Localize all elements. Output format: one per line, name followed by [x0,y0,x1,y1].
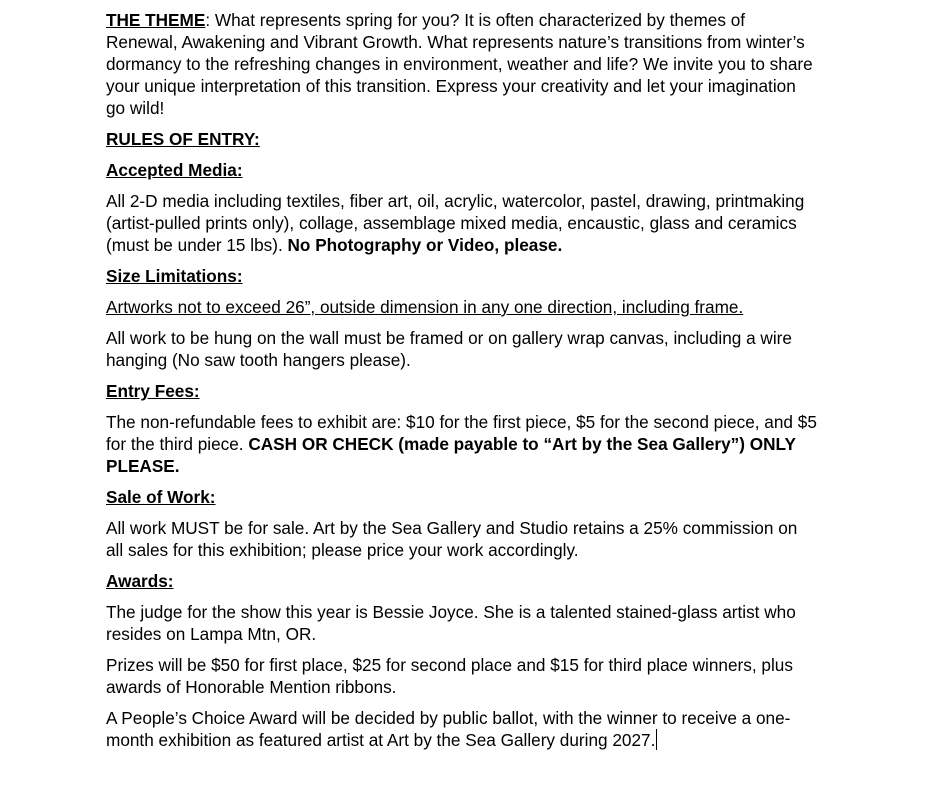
size-limitations-heading: Size Limitations: [106,266,243,286]
theme-heading: THE THEME [106,10,206,30]
theme-text: : What represents spring for you? It is often characterized by themes of Renewal, Awakening and Vibrant Growth. What represents nature’s transitions from winter’s dormancy to the refreshing changes in environment, weather and life? We invite you to share your unique interpretation of this transition. Express your creativity and let your imagination go wild! [106,10,813,118]
peoples-choice-text: A People’s Choice Award will be decided by public ballot, with the winner to receive a one-month exhibition as featured artist at Art by the Sea Gallery during 2027. [106,708,791,750]
accepted-media-emphasis: No Photography or Video, please. [287,235,563,255]
entry-fees-paragraph [106,411,818,477]
sale-of-work-text: All work MUST be for sale. Art by the Sea Gallery and Studio retains a 25% commission on all sales for this exhibition; please price your work accordingly. [106,518,798,560]
hanging-text: All work to be hung on the wall must be framed or on gallery wrap canvas, including a wire hanging (No saw tooth hangers please). [106,328,792,370]
text-cursor [656,729,657,750]
accepted-media-heading: Accepted Media: [106,160,243,180]
entry-fees-text: The non-refundable fees to exhibit are: $10 for the first piece, $5 for the second piece, and $5 for the third piece. [106,412,817,454]
size-limit-text: Artworks not to exceed 26”, outside dimension in any one direction, including frame. [106,297,744,317]
judge-text: The judge for the show this year is Bessie Joyce. She is a talented stained-glass artist who resides on Lampa Mtn, OR. [106,602,796,644]
entry-fees-emphasis: CASH OR CHECK (made payable to “Art by the Sea Gallery”) ONLY PLEASE. [106,434,796,476]
rules-of-entry-heading: RULES OF ENTRY: [106,129,260,149]
awards-heading: Awards: [106,571,174,591]
accepted-media-text: All 2-D media including textiles, fiber art, oil, acrylic, watercolor, pastel, drawing, printmaking (artist-pulled prints only), collage, assemblage mixed media, encaustic, glass and ceramics (must be under 15 lbs). [106,191,805,255]
peoples-choice-paragraph [106,707,818,751]
sale-of-work-heading: Sale of Work: [106,487,216,507]
entry-fees-heading: Entry Fees: [106,381,200,401]
document-page[interactable] [106,9,818,760]
prizes-text: Prizes will be $50 for first place, $25 for second place and $15 for third place winners, plus awards of Honorable Mention ribbons. [106,655,793,697]
theme-paragraph [106,9,818,119]
accepted-media-paragraph [106,190,818,256]
